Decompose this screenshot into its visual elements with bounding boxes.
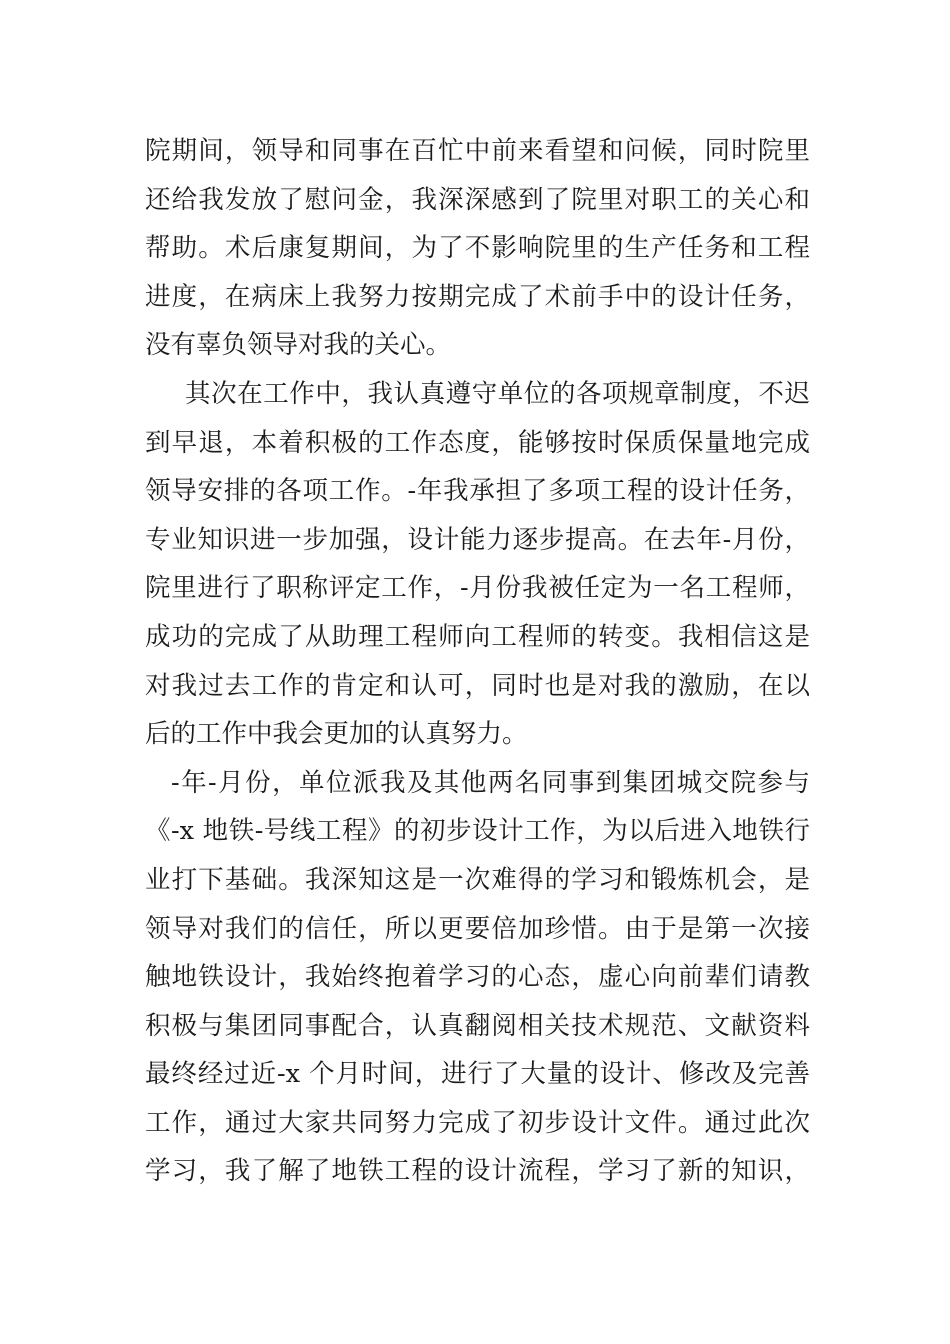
text-line: 专业知识进一步加强，设计能力逐步提高。在去年-月份， (145, 524, 810, 555)
text-line: 院里进行了职称评定工作，-月份我被任定为一名工程师， (145, 573, 810, 604)
text-line: 领导对我们的信任，所以更要倍加珍惜。由于是第一次接 (145, 913, 810, 944)
text-line-paragraph-start: 其次在工作中，我认真遵守单位的各项规章制度，不迟 (185, 378, 810, 409)
text-line: 还给我发放了慰问金，我深深感到了院里对职工的关心和 (145, 184, 810, 215)
text-line: 业打下基础。我深知这是一次难得的学习和锻炼机会，是 (145, 864, 810, 895)
text-line: 工作，通过大家共同努力完成了初步设计文件。通过此次 (145, 1107, 810, 1138)
text-line: 积极与集团同事配合，认真翻阅相关技术规范、文献资料 (145, 1010, 810, 1041)
text-line-paragraph-start: -年-月份，单位派我及其他两名同事到集团城交院参与 (171, 767, 810, 798)
text-line: 帮助。术后康复期间，为了不影响院里的生产任务和工程 (145, 233, 810, 264)
text-line: 学习，我了解了地铁工程的设计流程，学习了新的知识， (145, 1156, 810, 1187)
text-line: 触地铁设计，我始终抱着学习的心态，虚心向前辈们请教 (145, 962, 810, 993)
text-line: 进度，在病床上我努力按期完成了术前手中的设计任务， (145, 281, 810, 312)
text-line: 成功的完成了从助理工程师向工程师的转变。我相信这是 (145, 621, 810, 652)
text-line: 最终经过近-x 个月时间，进行了大量的设计、修改及完善 (145, 1059, 810, 1090)
text-line: 领导安排的各项工作。-年我承担了多项工程的设计任务， (145, 476, 810, 507)
text-line: 没有辜负领导对我的关心。 (145, 330, 452, 361)
text-line: 对我过去工作的肯定和认可，同时也是对我的激励，在以 (145, 670, 810, 701)
text-line: 《-x 地铁-号线工程》的初步设计工作，为以后进入地铁行 (145, 816, 810, 847)
text-line: 后的工作中我会更加的认真努力。 (145, 719, 528, 750)
text-line: 到早退，本着积极的工作态度，能够按时保质保量地完成 (145, 427, 810, 458)
body-text (145, 127, 810, 1196)
text-line: 院期间，领导和同事在百忙中前来看望和问候，同时院里 (145, 136, 810, 166)
